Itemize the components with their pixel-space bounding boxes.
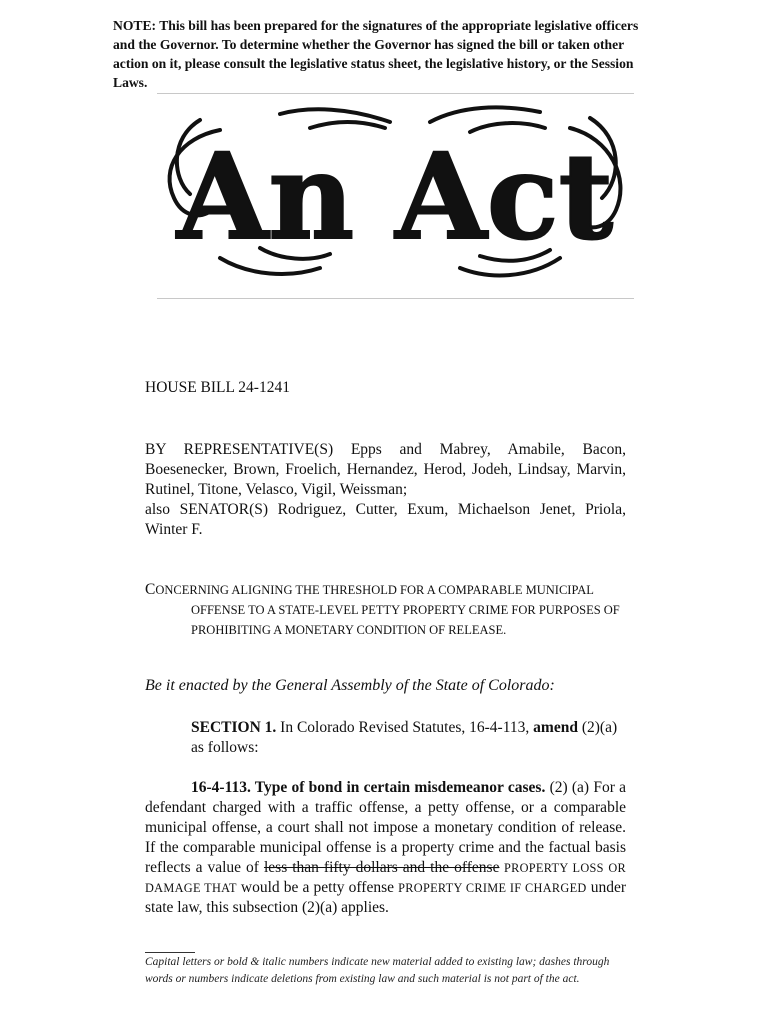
- section-1-amend: amend: [533, 719, 578, 736]
- section-1: [145, 718, 626, 758]
- statute-heading: 16-4-113. Type of bond in certain misdemeanor cases.: [191, 779, 546, 796]
- concerning-first-line: ONCERNING ALIGNING THE THRESHOLD FOR A COMPARABLE MUNICIPAL: [155, 583, 594, 597]
- statute-text: [145, 778, 626, 918]
- signature-note: NOTE: This bill has been prepared for the signatures of the appropriate legislative officers and the Governor. To determine whether the Governor has signed the bill or taken other action on it, please consult the legislative status sheet, the legislative history, or the Session Laws.: [113, 18, 639, 90]
- statute-text-2: would be a petty offense: [236, 879, 399, 896]
- footnote-divider: [145, 952, 195, 953]
- footnote: Capital letters or bold & italic numbers indicate new material added to existing law; dashes through words or numbers indicate deletions from existing law and such material is not part of the act.: [145, 956, 610, 985]
- bottom-divider: [157, 298, 634, 299]
- section-1-label: SECTION 1.: [191, 719, 277, 736]
- statute-added-text-2: PROPERTY CRIME IF CHARGED: [398, 881, 587, 895]
- bill-title-concerning: [145, 580, 626, 640]
- statute-text-3: under state law, this subsection (2)(a) applies.: [145, 879, 626, 916]
- bill-number: HOUSE BILL 24-1241: [145, 379, 290, 396]
- statute-text-1: (2) (a) For a defendant charged with a traffic offense, a petty offense, or a comparable municipal offense, a court shall not impose a monetary condition of release. If the comparable municipal offense is a property crime and the factual basis reflects a value of: [145, 779, 626, 876]
- concerning-continuation: OFFENSE TO A STATE-LEVEL PETTY PROPERTY CRIME FOR PURPOSES OF PROHIBITING A MONETARY CONDITION OF RELEASE.: [191, 603, 620, 637]
- concerning-initial: C: [145, 581, 156, 598]
- an-act-banner: [160, 98, 630, 294]
- an-act-title: An Act: [176, 127, 614, 266]
- sponsors-block: [145, 440, 626, 540]
- an-act-flourish-graphic: [160, 98, 630, 294]
- enacting-clause: Be it enacted by the General Assembly of the State of Colorado:: [145, 677, 555, 694]
- statute-added-text-1: PROPERTY LOSS OR DAMAGE THAT: [145, 861, 626, 895]
- section-1-text-a: In Colorado Revised Statutes, 16-4-113,: [276, 719, 534, 736]
- senators-list: also SENATOR(S) Rodriguez, Cutter, Exum, Michaelson Jenet, Priola, Winter F.: [145, 501, 626, 538]
- top-divider: [157, 93, 634, 94]
- statute-deleted-text: less than fifty dollars and the offense: [263, 859, 500, 876]
- section-1-text-b: (2)(a) as follows:: [191, 719, 618, 756]
- representatives-list: BY REPRESENTATIVE(S) Epps and Mabrey, Amabile, Bacon, Boesenecker, Brown, Froelich, Hernandez, Herod, Jodeh, Lindsay, Marvin, Rutinel, Titone, Velasco, Vigil, Weissman;: [145, 441, 626, 498]
